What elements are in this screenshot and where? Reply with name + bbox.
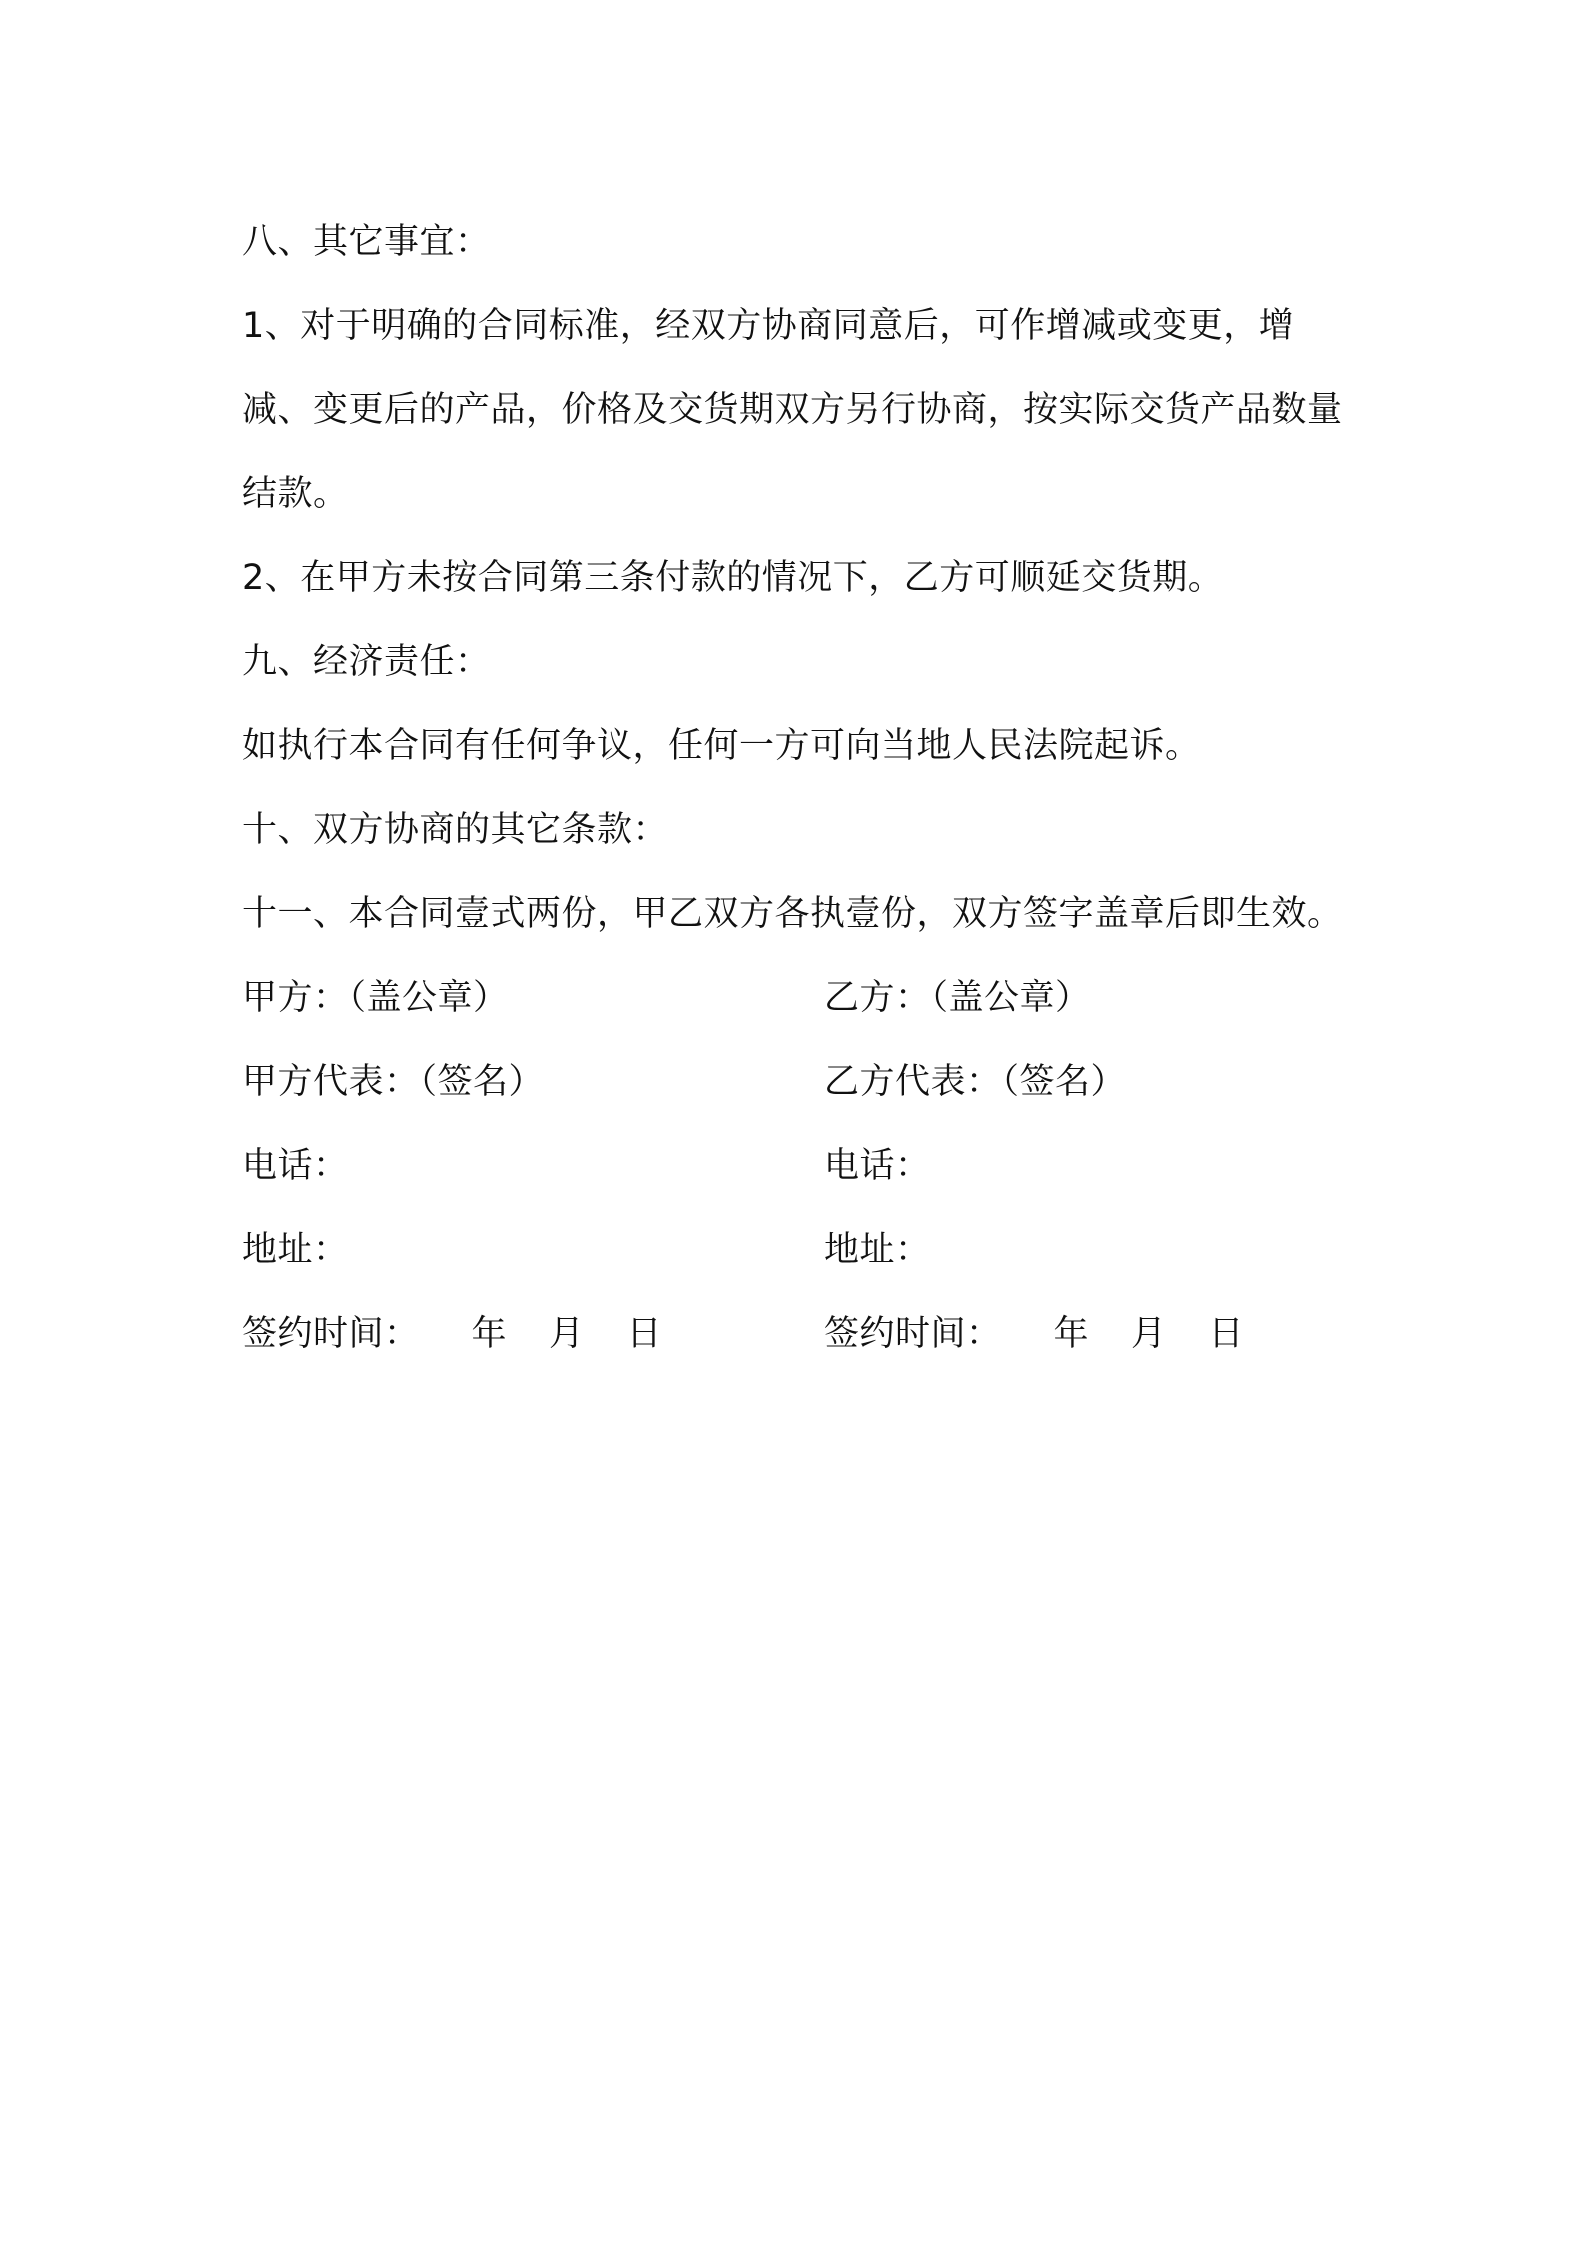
party-b-date-year: 年 — [1053, 1314, 1090, 1354]
section-8-item-1: 1、对于明确的合同标准，经双方协商同意后，可作增减或变更，增减、变更后的产品，价格及交货期双方另行协商，按实际交货产品数量结款。 — [242, 306, 1343, 514]
signature-phone-row — [242, 1124, 1362, 1208]
section-8-heading: 八、其它事宜： — [242, 222, 491, 262]
section-9-text: 如执行本合同有任何争议，任何一方可向当地人民法院起诉。 — [242, 726, 1201, 766]
party-a-date-label: 签约时间： — [242, 1314, 420, 1354]
party-a-date-day: 日 — [626, 1314, 663, 1354]
party-b-seal: 乙方：（盖公章） — [824, 978, 1091, 1018]
party-a-seal: 甲方：（盖公章） — [242, 978, 509, 1018]
section-9-heading: 九、经济责任： — [242, 642, 491, 682]
signature-rep-row — [242, 1040, 1362, 1124]
party-b-phone: 电话： — [824, 1146, 931, 1186]
section-8-item-2: 2、在甲方未按合同第三条付款的情况下，乙方可顺延交货期。 — [242, 558, 1224, 598]
contract-content — [242, 200, 1362, 1376]
party-b-date-month: 月 — [1131, 1314, 1167, 1354]
signature-seal-row — [242, 956, 1362, 1040]
party-a-date-year: 年 — [471, 1314, 508, 1354]
party-a-phone: 电话： — [242, 1146, 349, 1186]
section-11-text: 十一、本合同壹式两份，甲乙双方各执壹份，双方签字盖章后即生效。 — [242, 894, 1343, 934]
party-b-date-label: 签约时间： — [824, 1314, 1002, 1354]
party-b-representative: 乙方代表：（签名） — [824, 1062, 1127, 1102]
party-a-date — [242, 1292, 662, 1376]
party-a-representative: 甲方代表：（签名） — [242, 1062, 545, 1102]
signature-address-row — [242, 1208, 1362, 1292]
party-b-date-day: 日 — [1208, 1314, 1245, 1354]
party-a-date-month: 月 — [549, 1314, 585, 1354]
party-b-date — [824, 1292, 1244, 1376]
section-10-heading: 十、双方协商的其它条款： — [242, 810, 669, 850]
signature-date-row — [242, 1292, 1362, 1376]
party-a-address: 地址： — [242, 1230, 349, 1270]
party-b-address: 地址： — [824, 1230, 931, 1270]
